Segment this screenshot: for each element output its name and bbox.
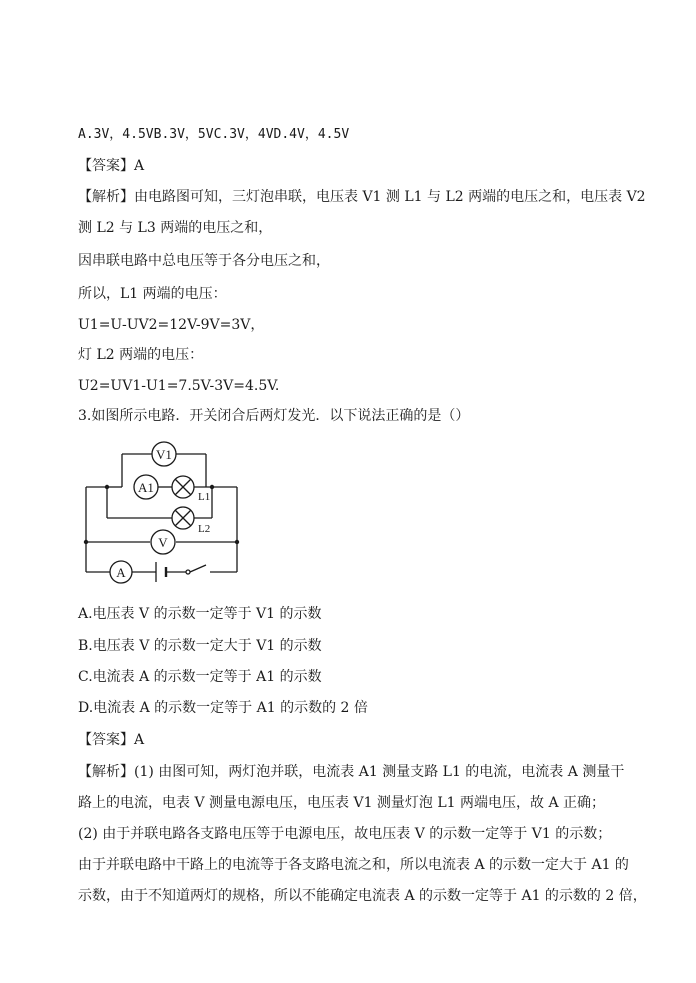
option-b: B.电压表 V 的示数一定大于 V1 的示数: [78, 638, 322, 654]
option-d: D.电流表 A 的示数一定等于 A1 的示数的 2 倍: [78, 700, 368, 716]
prev-analysis-line-5: U1=U-UV2=12V-9V=3V，: [78, 317, 265, 333]
meter-v-label: V: [158, 535, 168, 550]
analysis-line-1: 【解析】(1) 由图可知，两灯泡并联，电流表 A1 测量支路 L1 的电流，电流表 A 测量干: [78, 764, 625, 780]
prev-analysis-line-3: 因串联电路中总电压等于各分电压之和，: [78, 253, 330, 269]
meter-a1-label: A1: [138, 480, 154, 495]
lamp-l2-label: L2: [198, 523, 211, 535]
option-c: C.电流表 A 的示数一定等于 A1 的示数: [78, 669, 322, 685]
prev-analysis-line-1: 【解析】由电路图可知，三灯泡串联，电压表 V1 测 L1 与 L2 两端的电压之和，电压表 V2: [78, 189, 646, 205]
meter-v1-label: V1: [156, 447, 172, 462]
analysis-line-3: (2) 由于并联电路各支路电压等于电源电压，故电压表 V 的示数一定等于 V1 的示数；: [78, 826, 612, 842]
lamp-l1-label: L1: [198, 491, 211, 503]
analysis-line-4: 由于并联电路中干路上的电流等于各支路电流之和，所以电流表 A 的示数一定大于 A1 的: [78, 857, 629, 873]
analysis-line-5: 示数，由于不知道两灯的规格，所以不能确定电流表 A 的示数一定等于 A1 的示数的 2 倍，: [78, 888, 647, 904]
meter-a-label: A: [116, 565, 126, 580]
prev-analysis-line-7: U2=UV1-U1=7.5V-3V=4.5V.: [78, 378, 280, 394]
analysis-line-2: 路上的电流，电表 V 测量电源电压，电压表 V1 测量灯泡 L1 两端电压，故 A 正确；: [78, 795, 606, 811]
circuit-diagram: [80, 440, 245, 588]
prev-analysis-line-2: 测 L2 与 L3 两端的电压之和，: [78, 220, 273, 236]
option-a: A.电压表 V 的示数一定等于 V1 的示数: [78, 606, 322, 622]
prev-answer: 【答案】A: [78, 158, 145, 174]
question-stem: 3.如图所示电路．开关闭合后两灯发光．以下说法正确的是（）: [78, 408, 470, 424]
prev-options: A.3V，4.5VB.3V，5VC.3V，4VD.4V，4.5V: [78, 127, 350, 142]
answer: 【答案】A: [78, 732, 145, 748]
prev-analysis-line-4: 所以，L1 两端的电压：: [78, 286, 227, 302]
prev-analysis-line-6: 灯 L2 两端的电压：: [78, 347, 204, 363]
